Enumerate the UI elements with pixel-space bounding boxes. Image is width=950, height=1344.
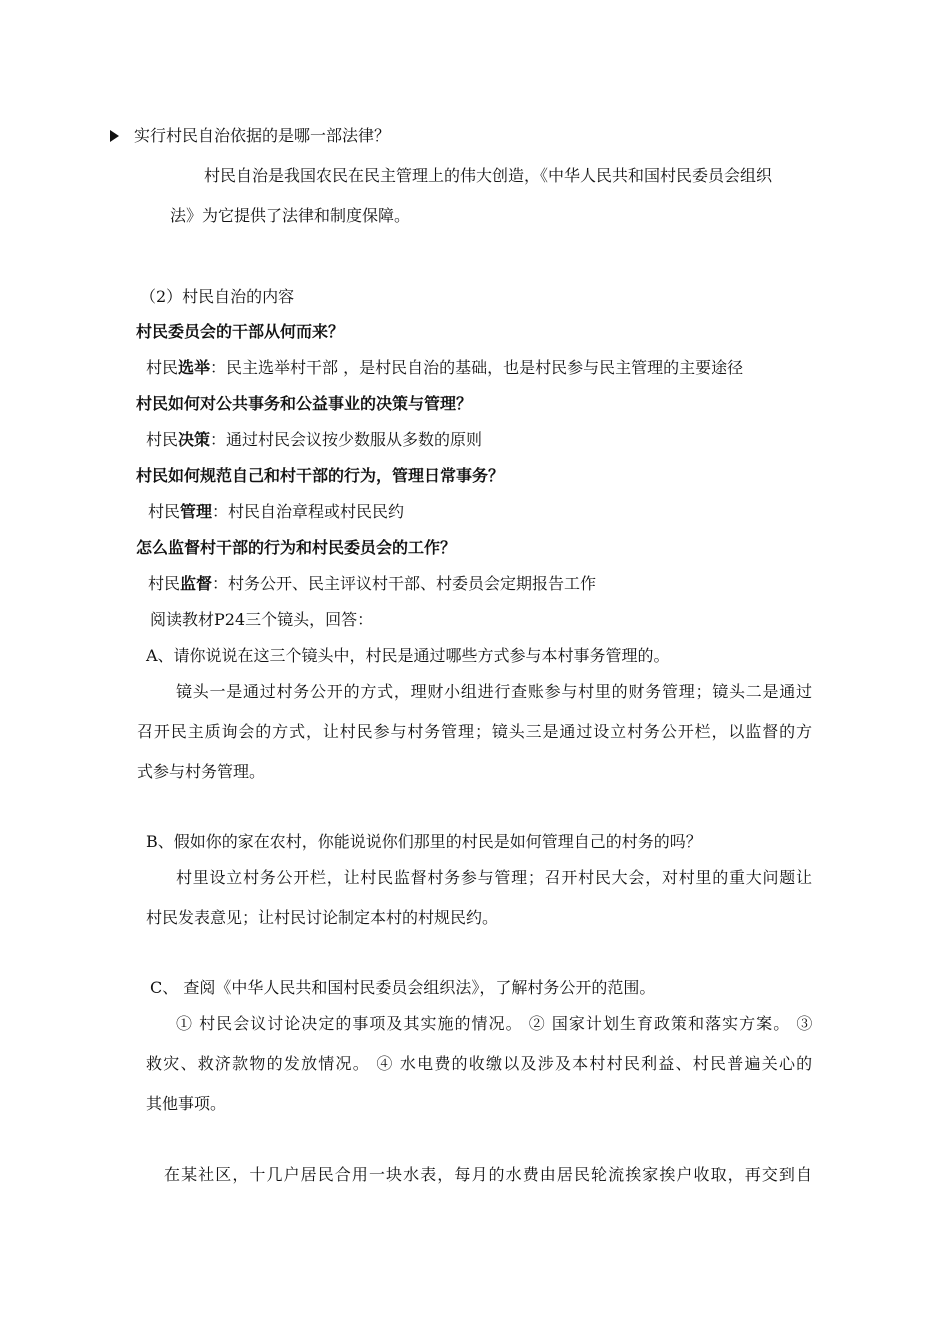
answer-c-line-1: ① 村民会议讨论决定的事项及其实施的情况。 ② 国家计划生育政策和落实方案。 ③: [176, 1014, 814, 1033]
answer-a-line-2: 召开民主质询会的方式，让村民参与村务管理；镜头三是通过设立村务公开栏，以监督的方: [137, 722, 813, 741]
decision-question: 村民如何对公共事务和公益事业的决策与管理？: [136, 394, 473, 413]
answer-keyword: 管理: [180, 502, 213, 521]
law-answer-line-1: 村民自治是我国农民在民主管理上的伟大创造，《中华人民共和国村民委员会组织: [204, 166, 773, 185]
section-heading: （2）村民自治的内容: [140, 287, 295, 306]
answer-body: ：村民自治章程或村民民约: [212, 502, 405, 521]
answer-prefix: 村民: [146, 358, 179, 377]
management-answer: [148, 502, 404, 522]
community-paragraph: 在某社区，十几户居民合用一块水表，每月的水费由居民轮流挨家挨户收取，再交到自: [164, 1165, 814, 1184]
question-b: B、假如你的家在农村，你能说说你们那里的村民是如何管理自己的村务的吗？: [146, 832, 702, 851]
answer-c-line-2: 救灾、救济款物的发放情况。 ④ 水电费的收缴以及涉及本村村民利益、村民普遍关心的: [146, 1054, 814, 1073]
reading-prompt: 阅读教材P24三个镜头，回答：: [150, 610, 374, 629]
election-question: 村民委员会的干部从何而来？: [136, 322, 345, 341]
law-question: 实行村民自治依据的是哪一部法律？: [134, 126, 391, 145]
answer-c-line-3: 其他事项。: [146, 1094, 227, 1113]
supervision-answer: [148, 574, 596, 594]
answer-a-line-1: 镜头一是通过村务公开的方式，理财小组进行查账参与村里的财务管理；镜头二是通过: [176, 682, 813, 701]
election-answer: [146, 358, 743, 378]
decision-answer: [146, 430, 482, 450]
answer-prefix: 村民: [148, 502, 181, 521]
answer-b-line-1: 村里设立村务公开栏，让村民监督村务参与管理；召开村民大会，对村里的重大问题让: [176, 868, 813, 887]
answer-prefix: 村民: [148, 574, 181, 593]
answer-body: ：村务公开、民主评议村干部、村委员会定期报告工作: [212, 574, 597, 593]
answer-keyword: 监督: [180, 574, 213, 593]
answer-body: ：民主选举村干部 ，是村民自治的基础，也是村民参与民主管理的主要途径: [210, 358, 744, 377]
question-c: C、 查阅《中华人民共和国村民委员会组织法》，了解村务公开的范围。: [150, 978, 656, 997]
answer-a-line-3: 式参与村务管理。: [137, 762, 266, 781]
answer-keyword: 决策: [178, 430, 211, 449]
answer-prefix: 村民: [146, 430, 179, 449]
management-question: 村民如何规范自己和村干部的行为，管理日常事务？: [136, 466, 505, 485]
law-answer-line-2: 法》为它提供了法律和制度保障。: [170, 206, 411, 225]
answer-body: ：通过村民会议按少数服从多数的原则: [210, 430, 483, 449]
supervision-question: 怎么监督村干部的行为和村民委员会的工作？: [136, 538, 457, 557]
answer-keyword: 选举: [178, 358, 211, 377]
bullet-arrow-icon: [110, 130, 119, 142]
answer-b-line-2: 村民发表意见；让村民讨论制定本村的村规民约。: [146, 908, 499, 927]
question-a: A、请你说说在这三个镜头中，村民是通过哪些方式参与本村事务管理的。: [146, 646, 670, 665]
